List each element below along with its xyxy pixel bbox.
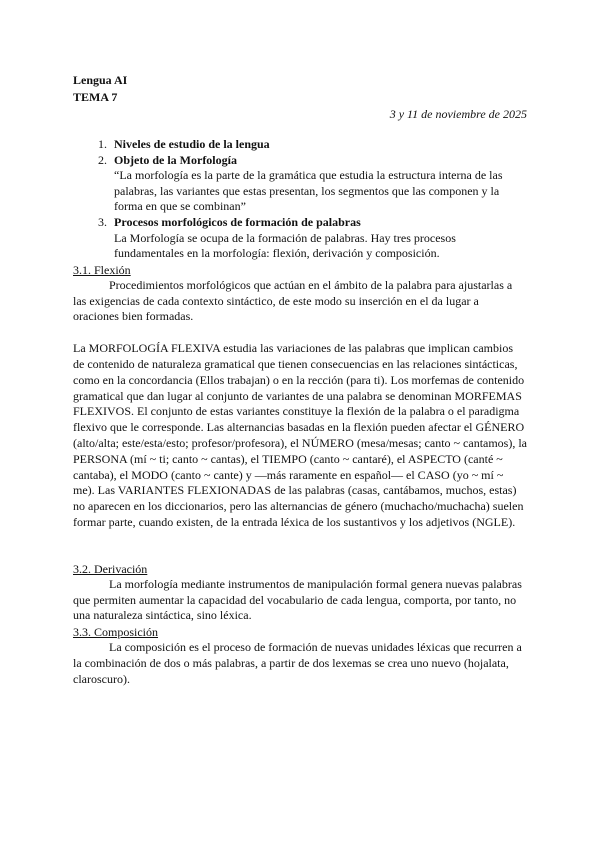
outline-item-title: Objeto de la Morfología <box>114 152 237 167</box>
paragraph: La morfología mediante instrumentos de manipulación formal genera nuevas palabras que permiten aumentar la capacidad del vocabulario de cada lengua, comporta, por tanto, no una naturaleza sintáctica, sino léxica. <box>73 576 522 623</box>
outline-item-1 <box>110 137 527 153</box>
outline-item-title: Niveles de estudio de la lengua <box>114 137 270 151</box>
section-heading-flexion: 3.1. Flexión <box>73 262 131 277</box>
topic-title: TEMA 7 <box>73 90 118 104</box>
outline-item-2 <box>110 153 527 215</box>
outline-item-3 <box>110 215 527 262</box>
outline-list <box>73 137 527 262</box>
paragraph: La composición es el proceso de formación de nuevas unidades léxicas que recurren a la combinación de dos o más palabras, a partir de dos lexemas se crea uno nuevo (hojalata, claroscuro). <box>73 640 522 686</box>
outline-item-title: Procesos morfológicos de formación de palabras <box>114 214 361 229</box>
section-heading-derivacion: 3.2. Derivación <box>73 561 148 576</box>
course-title: Lengua AI <box>73 73 128 87</box>
paragraph: Procedimientos morfológicos que actúan en el ámbito de la palabra para ajustarlas a las exigencias de cada contexto sintáctico, de este modo su inserción en el da lugar a oraciones bien formadas. <box>73 277 513 324</box>
section-heading-composicion: 3.3. Composición <box>73 625 159 640</box>
outline-item-body: La Morfología se ocupa de la formación de palabras. Hay tres procesos fundamentales en la morfología: flexión, derivación y composición. <box>114 230 456 261</box>
outline-item-body: “La morfología es la parte de la gramática que estudia la estructura interna de las palabras, las variantes que estas presentan, los segmentos que las componen y la forma en que se combinan” <box>114 168 503 214</box>
lecture-date: 3 y 11 de noviembre de 2025 <box>389 107 527 121</box>
paragraph: La MORFOLOGÍA FLEXIVA estudia las variaciones de las palabras que implican cambios de contenido de naturaleza gramatical que tienen consecuencias en las relaciones sintácticas, como en la concordancia (Ellos trabajan) o en la rección (para ti). Los morfemas de contenido gramatical que dan lugar al conjunto de variantes de una palabra se denominan MORFEMAS FLEXIVOS. El conjunto de estas variantes constituye la flexión de la palabra o el paradigma flexivo que le corresponde. Las alternancias basadas en la flexión pueden afectar el GÉNERO (alto/alta; este/esta/esto; profesor/profesora), el NÚMERO (mesa/mesas; canto ~ cantamos), la PERSONA (mí ~ ti; canto ~ cantas), el TIEMPO (canto ~ cantaré), el ASPECTO (canté ~ cantaba), el MODO (canto ~ cante) y —más raramente en español— el CASO (yo ~ mí ~ me). Las VARIANTES FLEXIONADAS de las palabras (casas, cantábamos, muchos, estas) no aparecen en los diccionarios, pero las alternancias de género (muchacho/muchacha) suelen formar parte, cuando existen, de la entrada léxica de los sustantivos y los adjetivos (NGLE). <box>73 341 528 529</box>
